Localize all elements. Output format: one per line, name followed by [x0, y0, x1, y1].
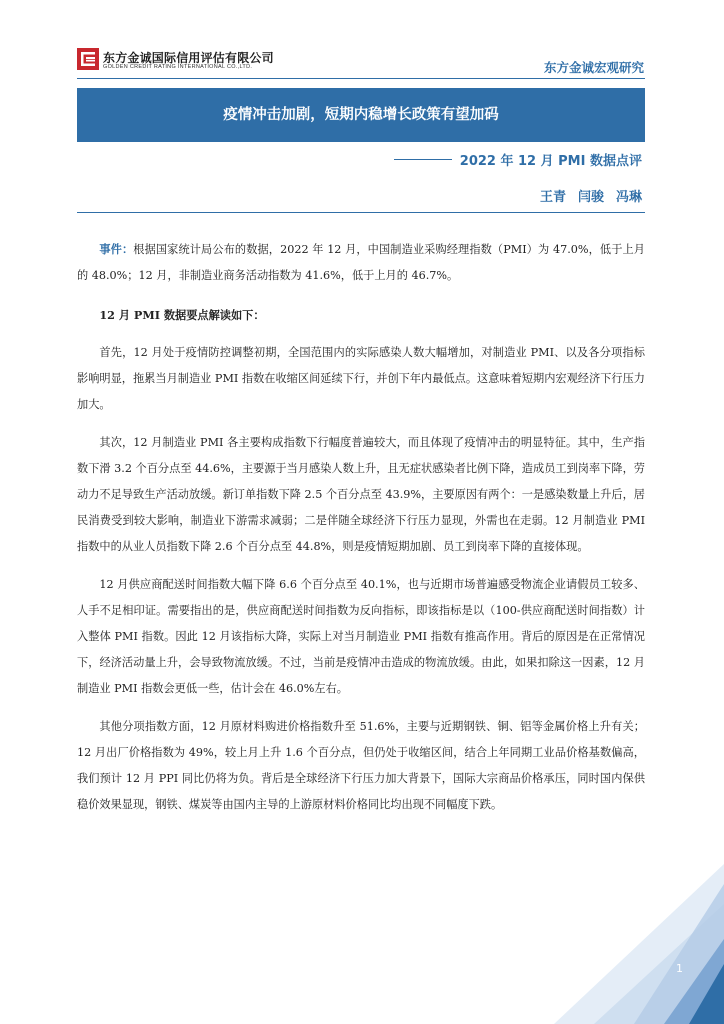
body-paragraph: 12 月供应商配送时间指数大幅下降 6.6 个百分点至 40.1%，也与近期市场普遍感受物流企业请假员工较多、人手不足相印证。需要指出的是，供应商配送时间指数为反向指标，即该指标是以（100-供应商配送时间指数）计入整体 PMI 指数。因此 12 月该指标大降，实际上对当月制造业 PMI 指数有推高作用。背后的原因是在正常情况下，经济活动量上升，会导致物流放缓。不过，当前是疫情冲击造成的物流放缓。由此，如果扣除这一因素，12 月制造业 PMI 指数会更低一些，估计会在 46.0%左右。	[77, 578, 645, 695]
body-paragraph: 首先，12 月处于疫情防控调整初期，全国范围内的实际感染人数大幅增加，对制造业 PMI、以及各分项指标影响明显，拖累当月制造业 PMI 指数在收缩区间延续下行，并创下年内最低点。这意味着短期内宏观经济下行压力加大。	[77, 346, 645, 411]
report-title: 疫情冲击加剧，短期内稳增长政策有望加码	[223, 107, 499, 123]
subtitle-row	[394, 150, 642, 169]
company-logo-icon	[77, 48, 99, 70]
report-body	[77, 236, 645, 830]
title-block-divider	[77, 212, 645, 213]
author-name: 冯琳	[615, 190, 642, 205]
event-text: 根据国家统计局公布的数据，2022 年 12 月，中国制造业采购经理指数（PMI）为 47.0%，低于上月的 48.0%；12 月，非制造业商务活动指数为 41.6%，低于上月的 46.7%。	[77, 243, 645, 282]
company-name-cn: 东方金诚国际信用评估有限公司	[103, 51, 274, 65]
company-name-en: GOLDEN CREDIT RATING INTERNATIONAL CO.,LTD.	[103, 64, 253, 70]
body-paragraph: 其他分项指数方面，12 月原材料购进价格指数升至 51.6%，主要与近期钢铁、铜、铝等金属价格上升有关；12 月出厂价格指数为 49%，较上月上升 1.6 个百分点，但仍处于收缩区间，结合上年同期工业品价格基数偏高，我们预计 12 月 PPI 同比仍将为负。背后是全球经济下行压力加大背景下，国际大宗商品价格承压，同时国内保供稳价效果显现，钢铁、煤炭等由国内主导的上游原材料价格同比均出现不同幅度下跌。	[77, 720, 645, 811]
header-divider	[77, 78, 645, 79]
author-name: 王青	[539, 190, 566, 205]
author-name: 闫骏	[577, 190, 604, 205]
event-label: 事件：	[99, 242, 134, 256]
corner-decoration	[514, 844, 724, 1024]
page-header	[0, 0, 724, 82]
brand-label: 东方金诚宏观研究	[543, 60, 644, 75]
author-list	[540, 186, 642, 205]
event-paragraph	[77, 236, 645, 289]
title-banner	[77, 88, 645, 142]
page-number: 1	[676, 962, 683, 975]
subtitle-rule	[394, 159, 452, 160]
body-paragraph: 其次，12 月制造业 PMI 各主要构成指数下行幅度普遍较大，而且体现了疫情冲击的明显特征。其中，生产指数下滑 3.2 个百分点至 44.6%，主要源于当月感染人数上升，且无症状感染者比例下降，造成员工到岗率下降，劳动力不足导致生产活动放缓。新订单指数下降 2.5 个百分点至 43.9%，主要原因有两个：一是感染数量上升后，居民消费受到较大影响，制造业下游需求减弱；二是伴随全球经济下行压力显现，外需也在走弱。12 月制造业 PMI 指数中的从业人员指数下降 2.6 个百分点至 44.8%，则是疫情短期加剧、员工到岗率下降的直接体现。	[77, 436, 645, 553]
report-subtitle: 2022 年 12 月 PMI 数据点评	[459, 154, 642, 169]
section-heading: 12 月 PMI 数据要点解读如下：	[99, 308, 265, 322]
